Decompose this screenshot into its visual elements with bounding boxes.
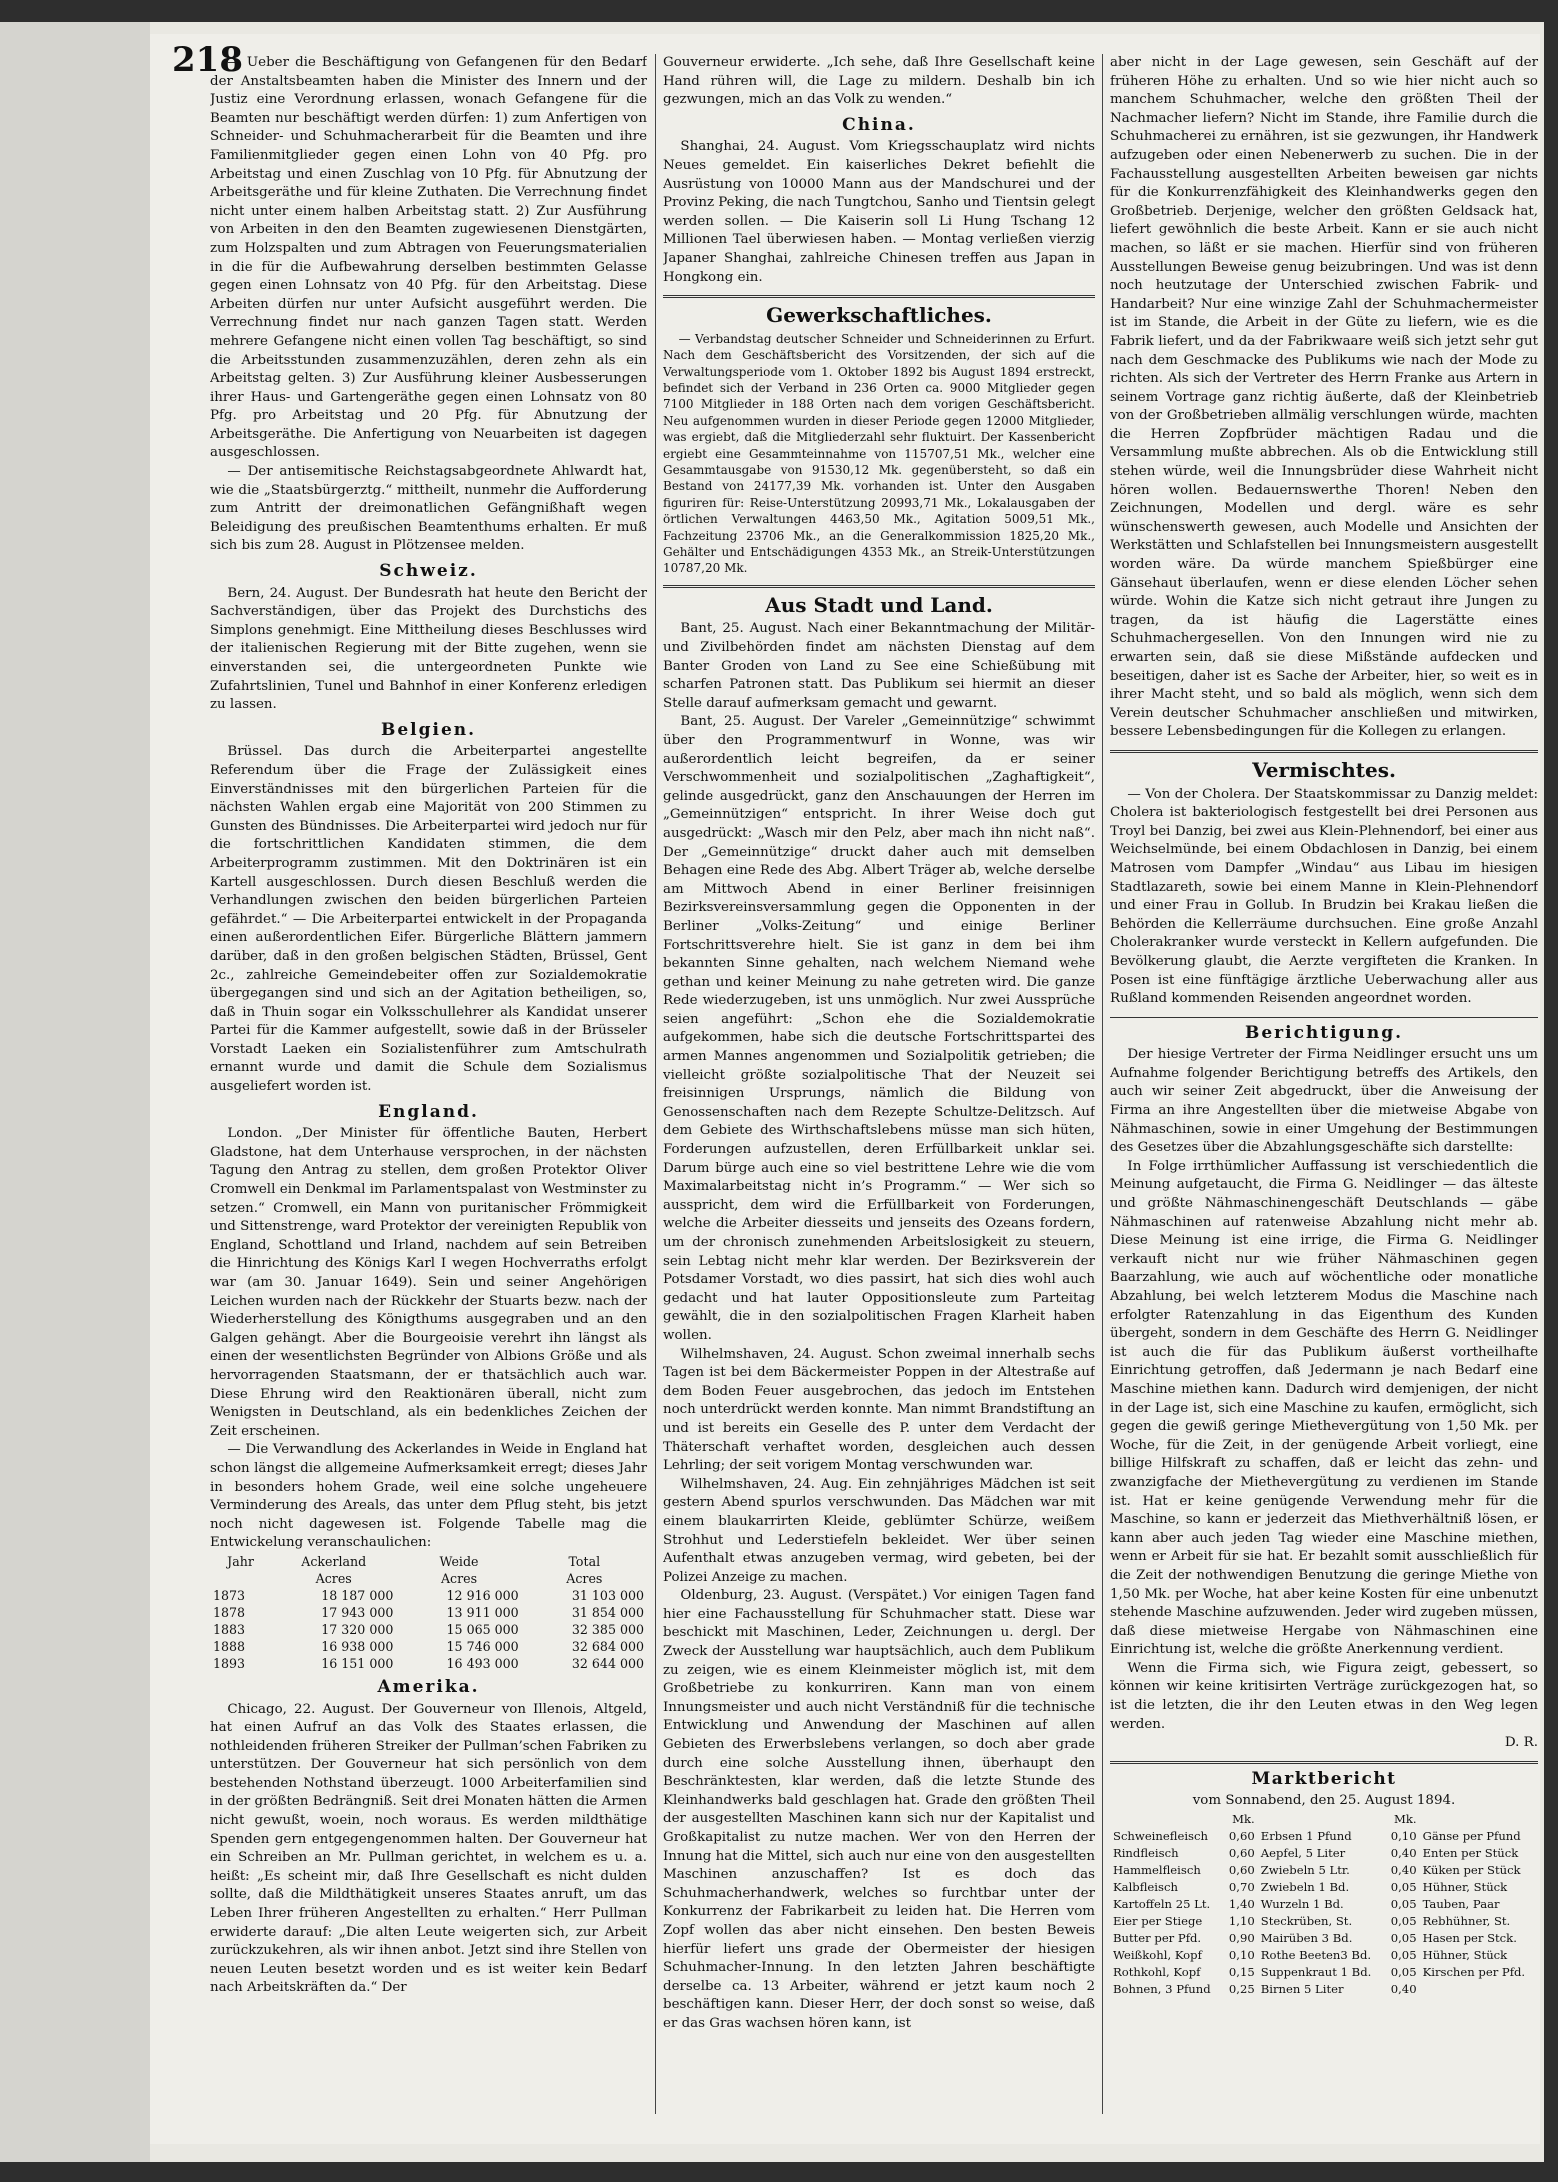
table-subheader-row	[210, 1570, 647, 1587]
table-cell: 1888	[213, 1638, 246, 1654]
article-amerika-continued: Gouverneur erwiderte. „Ich sehe, daß Ihre Gesellschaft keine Hand rühren will, die Lage zu mildern. Deshalb bin ich gezwungen, mich an das Volk zu wenden.“	[663, 55, 1095, 108]
column-divider	[1102, 54, 1103, 2114]
market-price-table	[1110, 1811, 1538, 1998]
product-name: Rothe Beeten3 Bd.	[1260, 1948, 1372, 1963]
table-cell: 18 187 000	[321, 1587, 394, 1603]
article-bant-schiessuebung: Bant, 25. August. Nach einer Bekanntmachung der Militär- und Zivilbehörden findet am nächsten Dienstag auf dem Banter Groden von Land zu See eine Schießübung mit scharfen Patronen statt. Das Publikum sei hiermit an dieser Stelle darauf aufmerksam gemacht und gewarnt.	[663, 621, 1095, 711]
table-row	[1110, 1862, 1538, 1879]
table-row	[210, 1621, 647, 1638]
table-cell: 32 684 000	[571, 1638, 644, 1654]
acreage-table	[210, 1553, 647, 1672]
table-row	[1110, 1845, 1538, 1862]
product-price: 0,05	[1390, 1948, 1417, 1963]
table-cell: 17 943 000	[321, 1604, 394, 1620]
editor-signature: D. R.	[1504, 1735, 1538, 1751]
section-heading-gewerkschaftliches: Gewerkschaftliches.	[766, 303, 992, 328]
section-heading-schweiz: Schweiz.	[379, 561, 478, 582]
column-2	[663, 54, 1095, 2129]
product-price: 0,40	[1390, 1846, 1417, 1861]
product-name: Zwiebeln 5 Ltr.	[1260, 1863, 1350, 1878]
product-name: Küken per Stück	[1422, 1863, 1521, 1878]
article-gefangene: — Ueber die Beschäftigung von Gefangenen für den Bedarf der Anstaltsbeamten haben die Minister des Innern und der Justiz eine Verordnung erlassen, wonach Gefangene für die Beamten nur beschäftigt werden dürfen: 1) zum Anfertigen von Schneider- und Schuhmacherarbeit für die Beamten und ihre Familienmitglieder gegen einen Lohn von 40 Pfg. pro Arbeitstag und einen Zuschlag von 10 Pfg. für Abnutzung der Arbeitsgeräthe und für kleine Zuthaten. Die Verrechnung findet nicht unter einem halben Arbeitstag statt. 2) Zur Ausführung von Arbeiten in den den Beamten zugewiesenen Dienstgärten, zum Holzspalten und zum Abtragen von Feuerungsmaterialien in die für die Aufbewahrung derselben bestimmten Gelasse gegen einen Lohnsatz von 40 Pfg. für den Arbeitstag. Diese Arbeiten dürfen nur unter Aufsicht ausgeführt werden. Die Verrechnung findet nur nach ganzen Tagen statt. Werden mehrere Gefangene nicht einen vollen Tag beschäftigt, so sind die Arbeitsstunden zusammenzuzählen, deren zehn als ein Arbeitstag gelten. 3) Zur Ausführung kleiner Ausbesserungen ihrer Haus- und Gartengeräthe gegen einen Lohnsatz von 80 Pfg. pro Arbeitstag und 20 Pfg. für Abnutzung der Arbeitsgeräthe. Die Anfertigung von Neuarbeiten ist dagegen ausgeschlossen.	[210, 55, 647, 461]
table-row	[210, 1638, 647, 1655]
product-name: Kirschen per Pfd.	[1422, 1965, 1526, 1980]
product-name: Rothkohl, Kopf	[1113, 1965, 1201, 1980]
article-wilhelmshaven-maedchen: Wilhelmshaven, 24. Aug. Ein zehnjähriges Mädchen ist seit gestern Abend spurlos verschwunden. Das Mädchen war mit einem blaukarrirten Kleide, geblümter Schürze, weißem Strohhut und Lederstiefeln bekleidet. Wer über seinen Aufenthalt etwas anzugeben vermag, wird gebeten, bei der Polizei Anzeige zu machen.	[663, 1476, 1095, 1585]
table-cell: 32 385 000	[571, 1621, 644, 1637]
article-schweiz: Bern, 24. August. Der Bundesrath hat heute den Bericht der Sachverständigen, über das Projekt des Durchstichs des Simplons genehmigt. Eine Mittheilung dieses Beschlusses wird der italienischen Regierung mit der Bitte zugehen, wenn sie einverstanden sei, die untergeordneten Punkte wie Zufahrtslinien, Tunel und Bahnhof in einer Konferenz erledigen zu lassen.	[210, 585, 647, 713]
table-cell: 31 854 000	[571, 1604, 644, 1620]
article-cholera: — Von der Cholera. Der Staatskommissar zu Danzig meldet: Cholera ist bakteriologisch festgestellt bei drei Personen aus Troyl bei Danzig, bei zwei aus Klein-Plehnendorf, bei einer aus Weichselmünde, bei einem Obdachlosen in Danzig, bei einem Matrosen vom Dampfer „Windau“ aus Libau im hiesigen Stadtlazareth, sowie bei einem Manne in Klein-Plehnendorf und einer Frau in Gollub. In Brudzin bei Krakau ließen die Behörden die Kellerräume durchsuchen. Eine große Anzahl Cholerakranker wurde versteckt in Kellern aufgefunden. Die Bevölkerung glaubt, die Aerzte vergifteten die Kranken. In Posen ist eine fünftägige ärztliche Ueberwachung aller aus Rußland kommenden Reisenden angeordnet worden.	[1110, 786, 1538, 1007]
product-name: Steckrüben, St.	[1260, 1914, 1353, 1929]
binding-edge	[0, 22, 150, 2162]
page-number: 218	[172, 40, 243, 80]
table-row	[1110, 1981, 1538, 1998]
table-cell: 12 916 000	[446, 1587, 519, 1603]
table-subheader: Acres	[440, 1570, 478, 1586]
article-berichtigung-text: In Folge irrthümlicher Auffassung ist verschiedentlich die Meinung aufgetaucht, die Firma G. Neidlinger — das älteste und größte Nähmaschinengeschäft Deutschlands — gäbe Nähmaschinen auf ratenweise Abzahlung nicht mehr ab. Diese Meinung ist eine irrige, die Firma G. Neidlinger verkauft nicht nur wie früher Nähmaschinen gegen Baarzahlung, wie auch auf wöchentliche oder monatliche Abzahlung, bei welch letzterem Modus die Maschine nach erfolgter Ratenzahlung in das Eigenthum des Kunden übergeht, sondern in dem Geschäfte des Herrn G. Neidlinger ist auch die für das Publikum äußerst vortheilhafte Einrichtung getroffen, daß Jedermann je nach Bedarf eine Maschine miethen kann. Dadurch wird demjenigen, der nicht in der Lage ist, sich eine Maschine zu kaufen, ermöglicht, sich gegen die gewiß geringe Miethevergütung von 1,50 Mk. per Woche, für die Zeit, in der genügende Arbeit vorliegt, eine billige Hilfskraft zu schaffen, daß er leicht das zehn- und zwanzigfache der Miethevergütung zu verdienen im Stande ist. Hat er keine genügende Verwendung mehr für die Maschine, so kann er jederzeit das Miethverhältniß lösen, er kann aber auch jeden Tag wieder eine Maschine miethen, wenn er Arbeit für sie hat. Er bezahlt somit ausschließlich für die Zeit der nothwendigen Benutzung die geringe Miethe von 1,50 Mk. per Woche, hat aber keine Kosten für eine unbenutzt stehende Maschine aufzuwenden. Jeder wird zugeben müssen, daß diese mietweise Hergabe von Nähmaschinen eine Einrichtung ist, welche die größte Anerkennung verdient.	[1110, 1158, 1538, 1658]
table-cell: 16 151 000	[321, 1655, 394, 1671]
table-cell: 16 938 000	[321, 1638, 394, 1654]
product-price: 0,60	[1228, 1829, 1255, 1844]
article-oldenburg: Oldenburg, 23. August. (Verspätet.) Vor einigen Tagen fand hier eine Fachausstellung für Schuhmacher statt. Diese war beschickt mit Maschinen, Leder, Zeichnungen u. dergl. Der Zweck der Ausstellung war hauptsächlich, auch dem Publikum zu zeigen, wie es einem Kleinmeister möglich ist, mit dem Großbetriebe zu konkurriren. Kann man von einem Innungsmeister und auch nicht Verständniß für die technische Entwicklung und Anwendung der Maschinen auf allen Gebieten des Erwerbslebens verlangen, so doch aber grade durch eine solche Ausstellung ihnen, überhaupt den Beschränktesten, klar werden, daß die letzte Stunde des Kleinhandwerks bald geschlagen hat. Grade den größten Theil der ausgestellten Maschinen kann sich nur der Kapitalist und Großkapitalist zu nutze machen. Wer von den Herren der Innung hat die Mittel, sich auch nur eine von den ausgestellten Maschinen anzuschaffen? Ist es doch das Schuhmacherhandwerk, welches so furchtbar unter der Konkurrenz der Fabrikarbeit zu leiden hat. Die Herren vom Zopf wollen das aber nicht einsehen. Den besten Beweis hierfür liefert uns grade der Obermeister der hiesigen Schuhmacher-Innung. In den letzten Jahren beschäftigte derselbe ca. 13 Arbeiter, während er jetzt kaum noch 2 beschäftigen kann. Dieser Herr, der doch sonst so weise, daß er das Gras wachsen hören kann, ist	[663, 1588, 1095, 2031]
table-row	[210, 1587, 647, 1604]
product-name: Zwiebeln 1 Bd.	[1260, 1880, 1350, 1895]
product-price: 0,70	[1228, 1880, 1255, 1895]
product-price: 0,10	[1228, 1948, 1255, 1963]
table-header-row	[210, 1553, 647, 1570]
article-china: Shanghai, 24. August. Vom Kriegsschauplatz wird nichts Neues gemeldet. Ein kaiserliches Dekret befiehlt die Ausrüstung von 10000 Mann aus der Mandschurei und der Provinz Peking, die nach Tungtchou, Sanho und Tientsin gelegt werden sollen. — Die Kaiserin soll Li Hung Tschang 12 Millionen Tael überwiesen haben. — Montag verließen vierzig Japaner Shanghai, zahlreiche Chinesen treffen aus Japan in Hongkong ein.	[663, 139, 1095, 285]
article-berichtigung-intro: Der hiesige Vertreter der Firma Neidlinger ersucht uns um Aufnahme folgender Berichtigung betreffs des Artikels, den auch wir seiner Zeit abgedruckt, über die Anweisung der Firma an ihre Angestellten über die mietweise Abgabe von Nähmaschinen, sowie in einer Umgehung der Bestimmungen des Gesetzes über die Abzahlungsgeschäfte sich darstellte:	[1110, 1047, 1538, 1156]
table-header: Weide	[439, 1553, 479, 1569]
table-cell: 15 746 000	[446, 1638, 519, 1654]
product-name: Wurzeln 1 Bd.	[1260, 1897, 1344, 1912]
section-heading-vermischtes: Vermischtes.	[1252, 757, 1396, 782]
product-price: 0,60	[1228, 1863, 1255, 1878]
section-heading-marktbericht: Marktbericht	[1251, 1768, 1397, 1789]
product-name: Kalbfleisch	[1113, 1880, 1178, 1895]
product-name: Kartoffeln 25 Lt.	[1113, 1897, 1211, 1912]
section-heading-china: China.	[842, 114, 916, 135]
section-heading-belgien: Belgien.	[380, 719, 477, 740]
product-price: 1,10	[1228, 1914, 1255, 1929]
table-header: Total	[568, 1553, 601, 1569]
product-price: 0,05	[1390, 1897, 1417, 1912]
table-cell: 15 065 000	[446, 1621, 519, 1637]
product-price: 0,60	[1228, 1846, 1255, 1861]
table-cell: 16 493 000	[446, 1655, 519, 1671]
article-ahlwardt: — Der antisemitische Reichstagsabgeordnete Ahlwardt hat, wie die „Staatsbürgerztg.“ mittheilt, nunmehr die Aufforderung zum Antritt der dreimonatlichen Gefängnißhaft wegen Beleidigung des preußischen Beamtenthums erhalten. Er muß sich bis zum 28. August in Plötzensee melden.	[210, 464, 647, 554]
table-cell: 1893	[213, 1655, 246, 1671]
product-name: Birnen 5 Liter	[1260, 1982, 1344, 1997]
table-row	[210, 1604, 647, 1621]
unit-label: Mk.	[1232, 1812, 1255, 1827]
product-name: Hühner, Stück	[1422, 1880, 1508, 1895]
table-row	[1110, 1964, 1538, 1981]
product-name: Tauben, Paar	[1422, 1897, 1500, 1912]
unit-label: Mk.	[1393, 1812, 1417, 1827]
section-heading-berichtigung: Berichtigung.	[1244, 1022, 1404, 1043]
article-england-cromwell: London. „Der Minister für öffentliche Bauten, Herbert Gladstone, hat dem Unterhause versprochen, in der nächsten Tagung den Antrag zu stellen, dem großen Protektor Oliver Cromwell ein Denkmal im Parlamentspalast von Westminster zu setzen.“ Cromwell, ein Mann von puritanischer Frömmigkeit und Sittenstrenge, ward Protektor der vereinigten Republik von England, Schottland und Irland, nachdem auf sein Betreiben die Hinrichtung des Königs Karl I wegen Hochverraths erfolgt war (am 30. Januar 1649). Sein und seiner Angehörigen Leichen wurden nach der Rückkehr der Stuarts bezw. nach der Wiederherstellung des Königthums ausgegraben und an den Galgen gehängt. Aber die Bourgeoisie verehrt ihn längst als einen der wesentlichsten Begründer von Albions Größe und als hervorragenden Staatsmann, der er thatsächlich auch war. Diese Ehrung wird den Reaktionären überall, nicht zum Wenigsten in Deutschland, als ein bedenkliches Zeichen der Zeit erscheinen.	[210, 1126, 647, 1439]
product-price: 0,05	[1390, 1931, 1417, 1946]
table-cell: 13 911 000	[446, 1604, 519, 1620]
product-price: 0,05	[1390, 1914, 1417, 1929]
divider	[1110, 1017, 1538, 1018]
product-price: 0,40	[1390, 1863, 1417, 1878]
column-3	[1110, 54, 1538, 2129]
article-bant-programm: Bant, 25. August. Der Vareler „Gemeinnützige“ schwimmt über den Programmentwurf in Wonne, was wir außerordentlich leicht begreifen, da er seiner Verschwommenheit und sozialpolitischen „Zaghaftigkeit“, gelinde ausgedrückt, ganz den Anschauungen der Herren im „Gemeinnützigen“ entspricht. In ihrer Weise doch gut ausgedrückt: „Wasch mir den Pelz, aber mach ihn nicht naß“. Der „Gemeinnützige“ druckt daher auch mit demselben Behagen eine Rede des Abg. Albert Träger ab, welche derselbe am Mittwoch Abend in einer Berliner freisinnigen Bezirksvereinsversammlung gegen die Opponenten in der Berliner „Volks-Zeitung“ und einige Berliner Fortschrittsverehre hielt. Sie ist ganz in dem bei ihm bekannten Sinne gehalten, nach welchem Niemand wehe gethan und keiner Meinung zu nahe getreten wird. Die ganze Rede wiederzugeben, ist uns unmöglich. Nur zwei Aussprüche seien angeführt: „Schon ehe die Sozialdemokratie aufgekommen, habe sich die deutsche Fortschrittspartei des armen Mannes angenommen und Sozialpolitik getrieben; die vielleicht größte sozialpolitische That der Neuzeit sei freisinnigen Ursprungs, nämlich die Bildung von Genossenschaften nach dem Rezepte Schultze-Delitzsch. Auf dem Gebiete des Wirthschaftslebens müsse man sich hüten, Forderungen aufzustellen, deren Erfüllbarkeit unklar sei. Darum bürge auch eine so viel bestrittene Lehre wie die vom Maximalarbeitstag nicht in’s Programm.“ — Wer sich so ausspricht, dem wird die Erfüllbarkeit von Forderungen, welche die Arbeiter diesseits und jenseits des Ozeans fordern, um der chronisch zunehmenden Arbeitslosigkeit zu steuern, sein Lebtag nicht mehr klar werden. Der Bezirksverein der Potsdamer Vorstadt, wo dies passirt, hat sich dies wohl auch gedacht und hat lauter Oppositionsleute zum Parteitag gewählt, die in den sozialpolitischen Fragen Klarheit haben wollen.	[663, 714, 1095, 1343]
table-subheader: Acres	[315, 1570, 352, 1586]
table-cell: 17 320 000	[321, 1621, 394, 1637]
column-divider	[655, 54, 656, 2114]
table-cell: 1873	[213, 1587, 246, 1603]
marktbericht-date: vom Sonnabend, den 25. August 1894.	[1192, 1793, 1456, 1809]
product-name: Erbsen 1 Pfund	[1260, 1829, 1352, 1844]
table-cell: 32 644 000	[571, 1655, 644, 1671]
table-subheader	[210, 1570, 271, 1587]
table-row	[1110, 1896, 1538, 1913]
table-header: Ackerland	[301, 1553, 367, 1569]
article-amerika: Chicago, 22. August. Der Gouverneur von Illenois, Altgeld, hat einen Aufruf an das Volk des Staates erlassen, die nothleidenden früheren Streiker der Pullman’schen Fabriken zu unterstützen. Der Gouverneur hat sich persönlich von dem bestehenden Nothstand überzeugt. 1000 Arbeiterfamilien sind in der größten Bedrängniß. Seit drei Monaten hätten die Armen nicht gewußt, woein, noch woraus. Es werden mildthätige Spenden gern entgegengenommen halten. Der Gouverneur hat ein Schreiben an Mr. Pullman gerichtet, in welchem es u. a. heißt: „Es scheint mir, daß Ihre Gesellschaft es nicht dulden sollte, daß die Mildthätigkeit unseres Staates anruft, um das Leben Ihrer früheren Angestellten zu erhalten.“ Herr Pullman erwiderte darauf: „Die alten Leute weigerten sich, zur Arbeit zurückzukehren, als wir ihnen anbot. Jetzt sind ihre Stellen von neuen Leuten besetzt worden und es ist weiter kein Bedarf nach Arbeitskräften da.“ Der	[210, 1701, 647, 1996]
table-cell: 1883	[213, 1621, 246, 1637]
product-price: 0,10	[1390, 1829, 1417, 1844]
product-name: Enten per Stück	[1422, 1846, 1519, 1861]
product-name: Gänse per Pfund	[1422, 1829, 1521, 1844]
product-name: Hasen per Stck.	[1422, 1931, 1517, 1946]
table-row	[1110, 1828, 1538, 1845]
product-name: Butter per Pfd.	[1113, 1931, 1202, 1946]
article-belgien: Brüssel. Das durch die Arbeiterpartei angestellte Referendum über die Frage der Zulässigkeit eines Einverständnisses mit den bürgerlichen Parteien für die nächsten Wahlen ergab eine Majorität von 200 Stimmen zu Gunsten des Bündnisses. Die Arbeiterpartei wird jedoch nur für die fortschrittlichen Kandidaten stimmen, die dem Arbeiterprogramm zustimmen. Mit den Doktrinären ist ein Kartell ausgeschlossen. Durch diesen Beschluß werden die Verhandlungen zwischen den beiden bürgerlichen Parteien gefährdet.“ — Die Arbeiterpartei entwickelt in der Propaganda einen außerordentlichen Eifer. Bürgerliche Blättern jammern darüber, daß in den großen belgischen Städten, Brüssel, Gent 2c., zahlreiche Gemeindebeiter offen zur Sozialdemokratie übergegangen sind und sich an der Agitation betheiligen, so, daß in Thuin sogar ein Volksschullehrer als Kandidat unserer Partei für die Kammer aufgestellt, sowie daß in der Brüsseler Vorstadt Laeken ein Sozialistenführer zum Amtschulrath ernannt wurde und damit die Schule dem Sozialismus ausgeliefert worden ist.	[210, 744, 647, 1095]
divider	[1110, 1761, 1538, 1764]
product-name: Bohnen, 3 Pfund	[1113, 1982, 1211, 1997]
table-header-row	[1110, 1811, 1538, 1828]
product-name: Weißkohl, Kopf	[1113, 1948, 1202, 1963]
section-heading-amerika: Amerika.	[377, 1676, 480, 1697]
column-1	[210, 54, 647, 2129]
divider	[1110, 750, 1538, 753]
product-price: 0,25	[1228, 1982, 1255, 1997]
table-row	[1110, 1930, 1538, 1947]
table-row	[1110, 1913, 1538, 1930]
product-price: 1,40	[1228, 1897, 1255, 1912]
divider	[663, 585, 1095, 588]
product-name: Suppenkraut 1 Bd.	[1260, 1965, 1372, 1980]
table-subheader: Acres	[566, 1570, 603, 1586]
product-name: Mairüben 3 Bd.	[1260, 1931, 1353, 1946]
article-wilhelmshaven-feuer: Wilhelmshaven, 24. August. Schon zweimal innerhalb sechs Tagen ist bei dem Bäckermeister Poppen in der Altestraße auf dem Boden Feuer ausgebrochen, das jedoch im Entstehen noch unterdrückt werden konnte. Man nimmt Brandstiftung an und ist bereits ein Geselle des P. unter dem Verdacht der Thäterschaft verhaftet worden, desgleichen auch dessen Lehrling; der seit vorigem Montag verschwunden war.	[663, 1346, 1095, 1474]
product-name: Rebhühner, St.	[1422, 1914, 1511, 1929]
product-price: 0,05	[1390, 1965, 1417, 1980]
product-name: Hammelfleisch	[1113, 1863, 1201, 1878]
product-price: 0,05	[1390, 1880, 1417, 1895]
table-row	[1110, 1947, 1538, 1964]
section-heading-england: England.	[378, 1101, 479, 1122]
article-england-weide: — Die Verwandlung des Ackerlandes in Weide in England hat schon längst die allgemeine Aufmerksamkeit erregt; dieses Jahr in besonders hohem Grade, weil eine solche ungeheuere Verminderung des Areals, das unter dem Pflug steht, bis jetzt noch nicht dagewesen ist. Folgende Tabelle mag die Entwickelung veranschaulichen:	[210, 1442, 647, 1551]
article-verbandstag: — Verbandstag deutscher Schneider und Schneiderinnen zu Erfurt. Nach dem Geschäftsbericht des Vorsitzenden, der sich auf die Verwaltungsperiode vom 1. Oktober 1892 bis August 1894 erstreckt, befindet sich der Verband in 236 Orten ca. 9000 Mitglieder gegen 7100 Mitglieder in 188 Orten nach dem vorigen Geschäftsbericht. Neu aufgenommen wurden in dieser Periode gegen 12000 Mitglieder, was ergiebt, daß die Mitgliederzahl sehr fluktuirt. Der Kassenbericht ergiebt eine Gesammteinnahme von 115707,51 Mk., welcher eine Gesammtausgabe von 91530,12 Mk. gegenübersteht, so daß ein Bestand von 24177,39 Mk. vorhanden ist. Unter den Ausgaben figuriren für: Reise-Unterstützung 20993,71 Mk., Lokalausgaben der örtlichen Verwaltungen 4463,50 Mk., Agitation 5009,51 Mk., Fachzeitung 23706 Mk., an die Generalkommission 1825,20 Mk., Gehälter und Entschädigungen 4353 Mk., an Streik-Unterstützungen 10787,20 Mk.	[663, 331, 1095, 576]
product-name: Eier per Stiege	[1113, 1914, 1203, 1929]
section-heading-stadt-und-land: Aus Stadt und Land.	[765, 592, 993, 617]
table-cell: 1878	[213, 1604, 246, 1620]
product-name: Schweinefleisch	[1113, 1829, 1208, 1844]
table-cell: 31 103 000	[571, 1587, 644, 1603]
product-price: 0,40	[1390, 1982, 1417, 1997]
table-header: Jahr	[227, 1553, 254, 1569]
product-name: Hühner, Stück	[1422, 1948, 1508, 1963]
product-name: Rindfleisch	[1113, 1846, 1179, 1861]
product-price: 0,90	[1228, 1931, 1255, 1946]
table-row	[1110, 1879, 1538, 1896]
product-price: 0,15	[1228, 1965, 1255, 1980]
article-oldenburg-continued: aber nicht in der Lage gewesen, sein Geschäft auf der früheren Höhe zu erhalten. Und so wie hier nicht auch so manchem Schuhmacher, welche den größten Theil der Nachmacher liefern? Nicht im Stande, ihre Familie durch die Schuhmacherei zu ernähren, ist sie gezwungen, ihr Handwerk aufzugeben oder einen Nebenerwerb zu suchen. Die in der Fachausstellung ausgestellten Arbeiten beweisen gar nichts für die Konkurrenzfähigkeit des Kleinhandwerks gegen den Großbetrieb. Derjenige, welcher den größten Geldsack hat, liefert gewöhnlich die beste Arbeit. Kann er sie auch nicht machen, so läßt er sie machen. Hierfür sind von früheren Ausstellungen Beweise genug beizubringen. Und was ist denn noch heutzutage der Unterschied zwischen Fabrik- und Handarbeit? Nur eine winzige Zahl der Schuhmachermeister ist im Stande, die Arbeit in der Güte zu liefern, wie es die Fabrik liefert, und da der Fabrikwaare weiß sich jetzt sehr gut nach dem Geschmacke des Publikums wie nach der Mode zu richten. Als sich der Vertreter des Herrn Franke aus Artern in seinem Vortrage ganz richtig äußerte, daß der Kleinbetrieb von der Großbetrieben allmälig verschlungen würde, machten die Herren Zopfbrüder mächtigen Radau und die Versammlung mußte abbrechen. Als ob die Entwicklung still stehen würde, weil die Innungsbrüder diese Wahrheit nicht hören wollen. Bedauernswerthe Thoren! Neben den Zeichnungen, Modellen und dergl. wäre es sehr wünschenswerth gewesen, auch Modelle und Ansichten der Werkstätten und Schlafstellen bei Innungsmeistern ausgestellt worden wäre. Da würde manchem Spießbürger eine Gänsehaut überlaufen, wenn er diese elenden Löcher sehen würde. Wohin die Katze sich nicht getraut ihre Jungen zu tragen, da ist häufig die Lagerstätte eines Schuhmachergesellen. Von den Innungen wird nie zu erwarten sein, daß sie diese Mißstände aufdecken und beseitigen, daher ist es Sache der Arbeiter, hier, so weit es in ihrer Macht steht, und so bald als möglich, wenn sich dem Verein deutscher Schuhmacher anschließen und mitwirken, bessere Lebensbedingungen für die Kollegen zu erlangen.	[1110, 55, 1538, 740]
divider	[663, 295, 1095, 298]
table-row	[210, 1655, 647, 1672]
product-name: Aepfel, 5 Liter	[1260, 1846, 1346, 1861]
article-berichtigung-comment: Wenn die Firma sich, wie Figura zeigt, gebessert, so können wir keine kritisirten Verträge zurückgezogen hat, so ist die letzten, die ihr den Leuten etwas in den Weg legen werden.	[1110, 1660, 1538, 1732]
